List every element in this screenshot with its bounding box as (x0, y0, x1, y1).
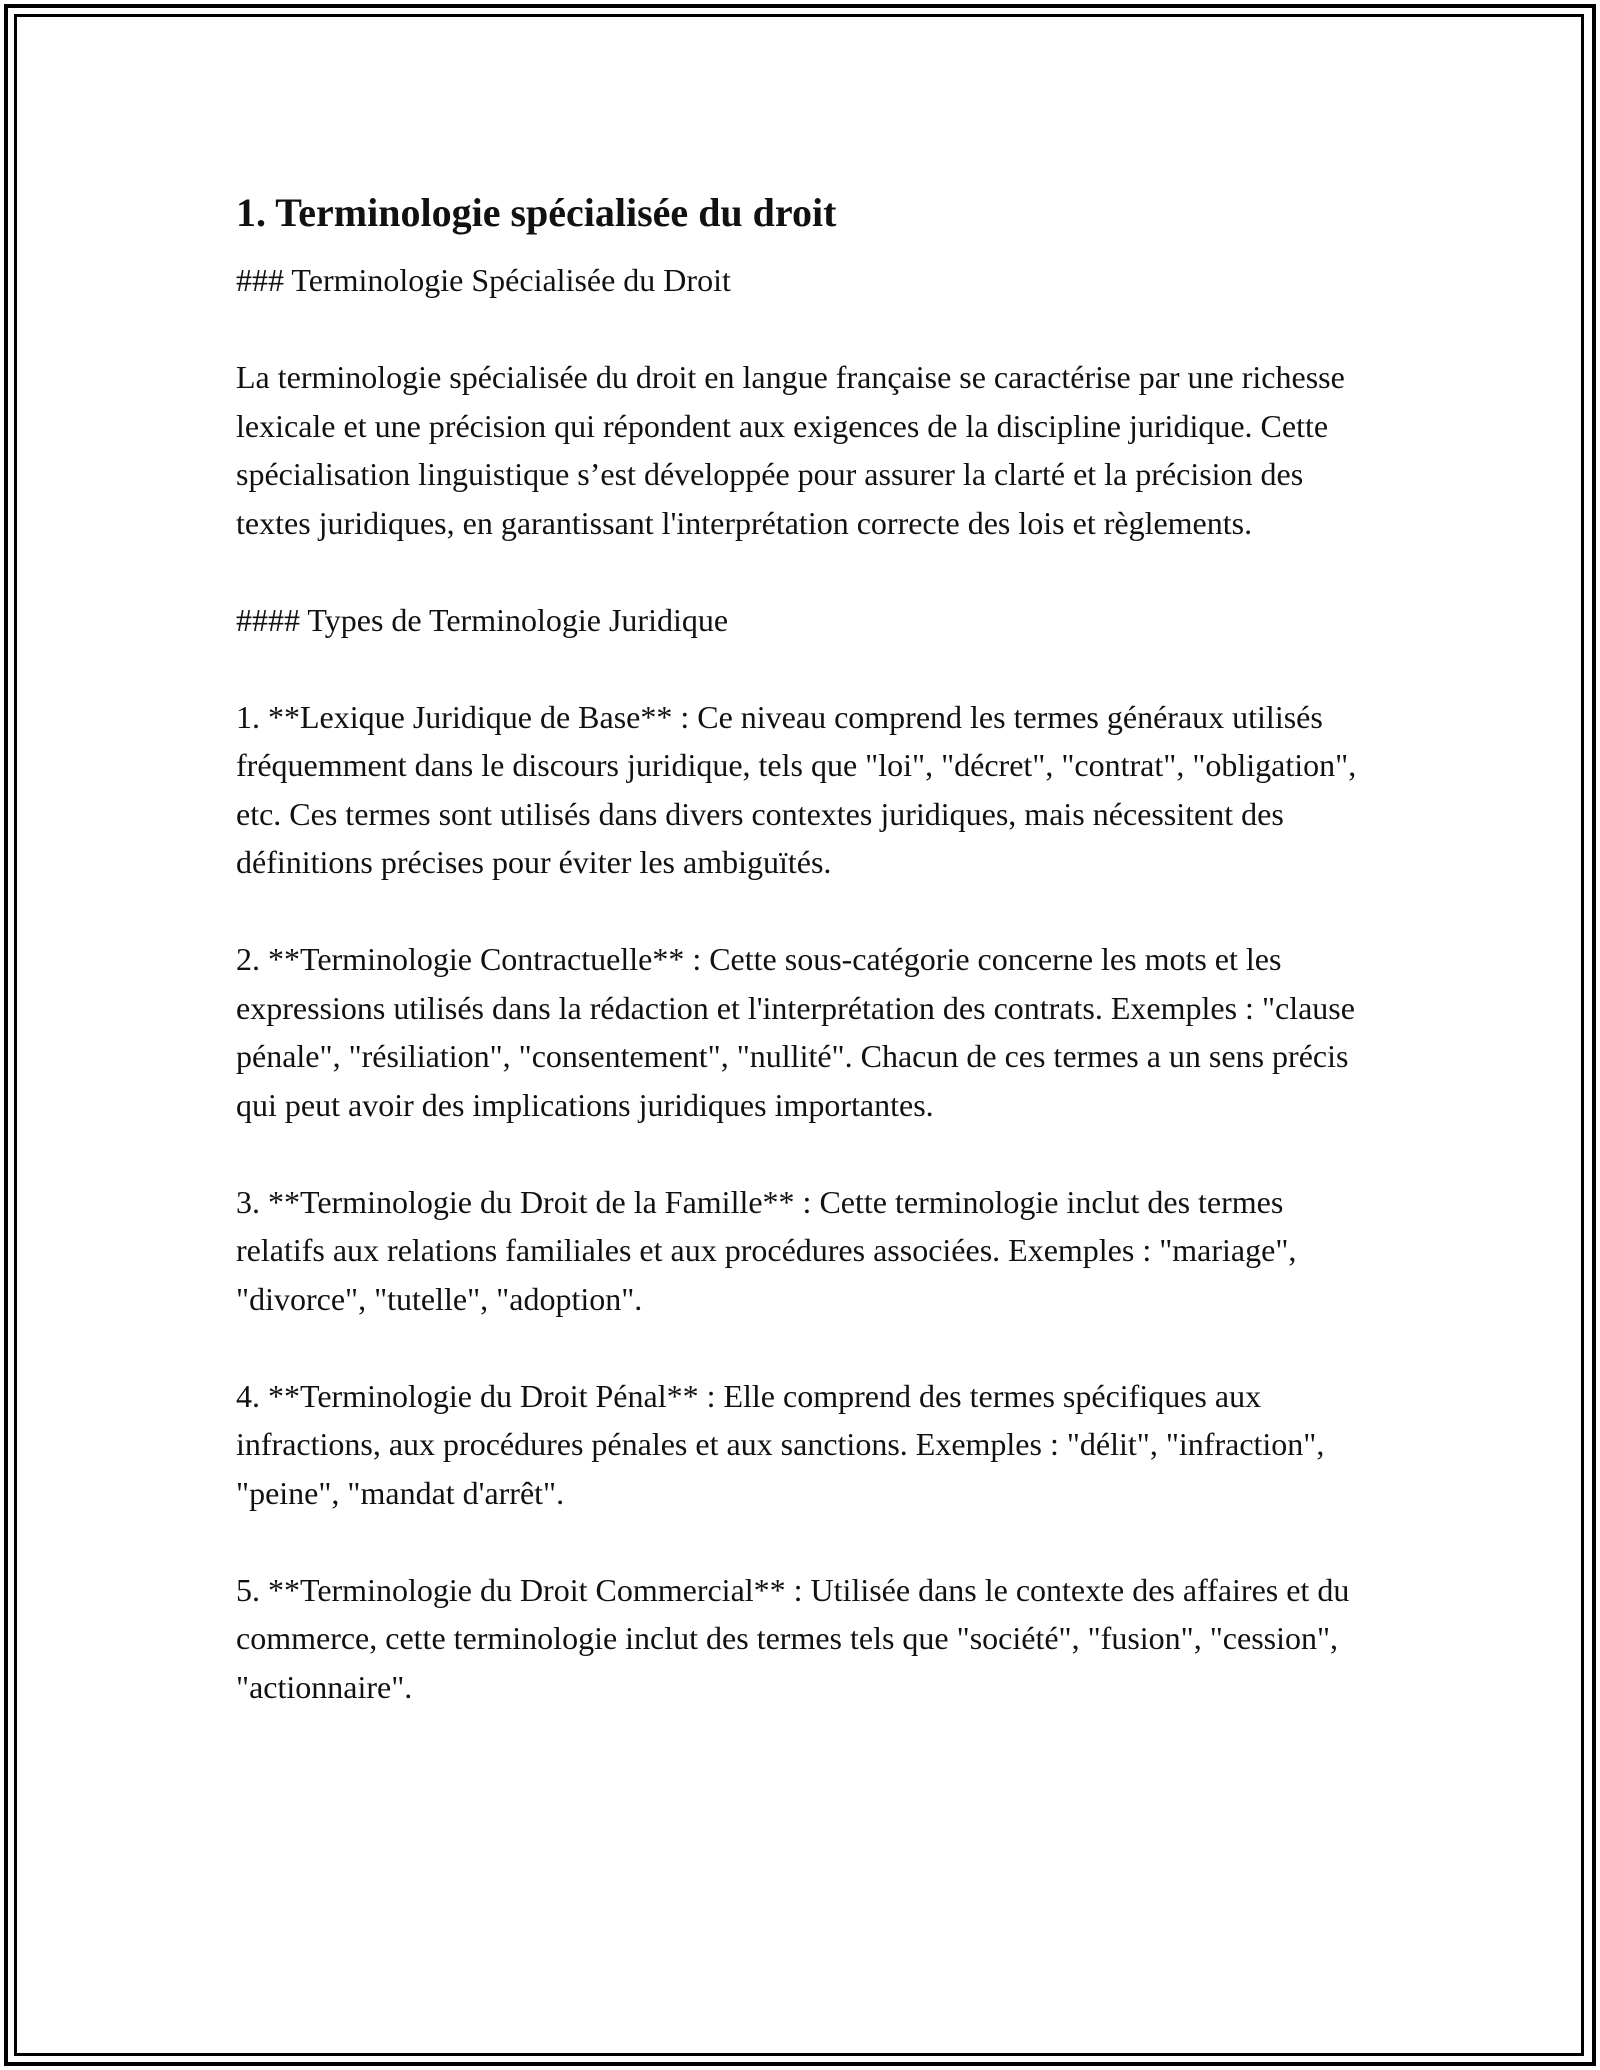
document-body (236, 186, 1366, 1711)
list-item: 2. **Terminologie Contractuelle** : Cette sous-catégorie concerne les mots et les expressions utilisés dans la rédaction et l'interprétation des contrats. Exemples : "clause pénale", "résiliation", "consentement", "nullité". Chacun de ces termes a un sens précis qui peut avoir des implications juridiques importantes. (236, 941, 1355, 1123)
section-heading: ### Terminologie Spécialisée du Droit (236, 262, 731, 298)
document-title: 1. Terminologie spécialisée du droit (236, 190, 837, 235)
list-item: 5. **Terminologie du Droit Commercial** : Utilisée dans le contexte des affaires et du commerce, cette terminologie inclut des termes tels que "société", "fusion", "cession", "actionnaire". (236, 1571, 1350, 1705)
subsection-heading: #### Types de Terminologie Juridique (236, 601, 729, 638)
list-item: 4. **Terminologie du Droit Pénal** : Elle comprend des termes spécifiques aux infractions, aux procédures pénales et aux sanctions. Exemples : "délit", "infraction", "peine", "mandat d'arrêt". (236, 1377, 1325, 1511)
intro-paragraph: La terminologie spécialisée du droit en langue française se caractérise par une richesse lexicale et une précision qui répondent aux exigences de la discipline juridique. Cette spécialisation linguistique s’est développée pour assurer la clarté et la précision des textes juridiques, en garantissant l'interprétation correcte des lois et règlements. (236, 359, 1345, 541)
list-item: 3. **Terminologie du Droit de la Famille** : Cette terminologie inclut des termes relatifs aux relations familiales et aux procédures associées. Exemples : "mariage", "divorce", "tutelle", "adoption". (236, 1183, 1297, 1317)
list-item: 1. **Lexique Juridique de Base** : Ce niveau comprend les termes généraux utilisés fréquemment dans le discours juridique, tels que "loi", "décret", "contrat", "obligation", etc. Ces termes sont utilisés dans divers contextes juridiques, mais nécessitent des définitions précises pour éviter les ambiguïtés. (236, 698, 1357, 880)
